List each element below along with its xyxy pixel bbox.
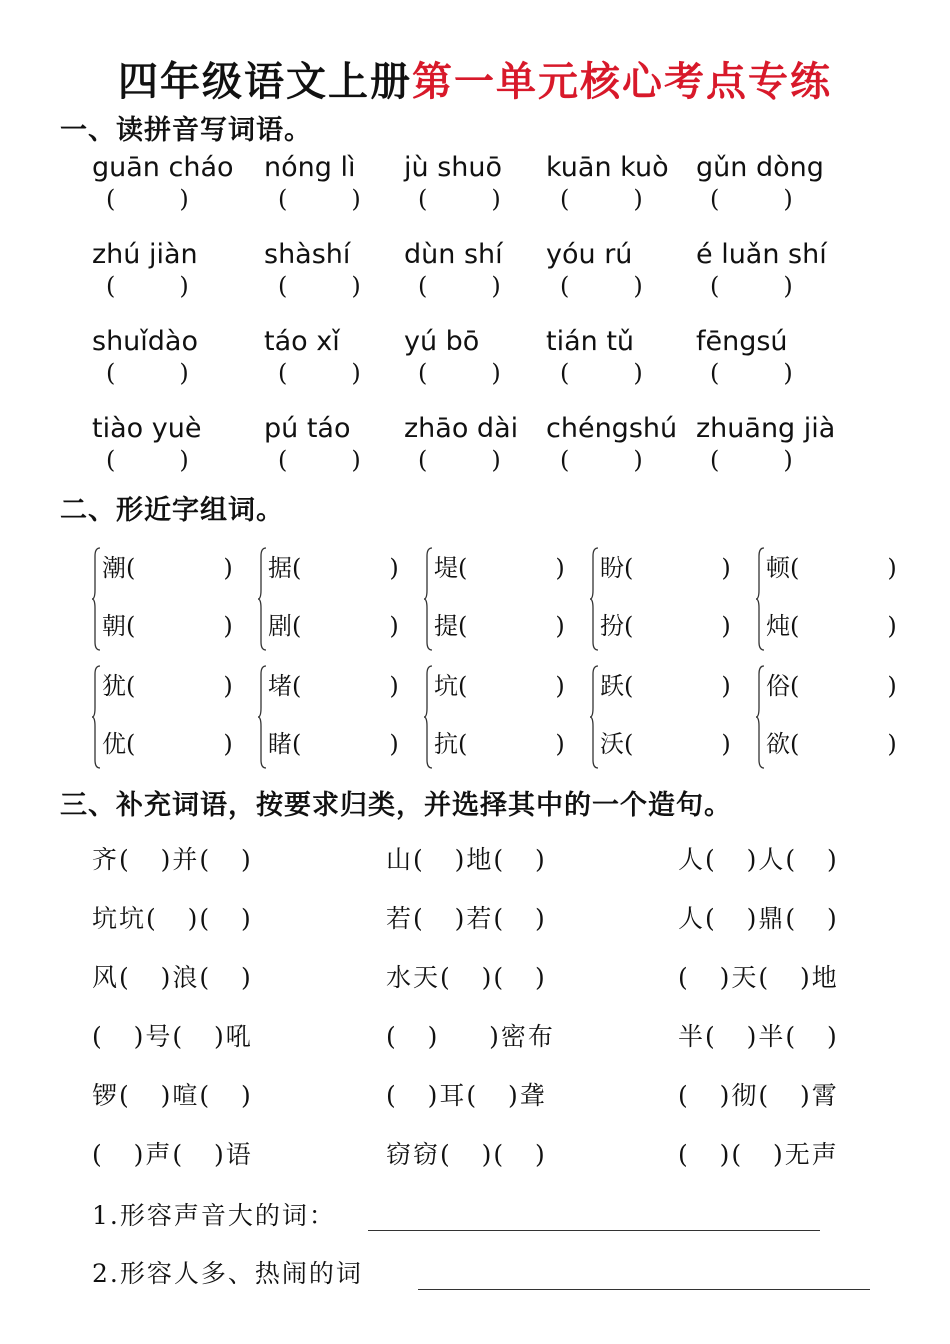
char-pair xyxy=(756,544,916,654)
pinyin-item xyxy=(264,239,414,301)
paren-open: ( xyxy=(418,272,428,300)
brace-icon xyxy=(424,662,434,772)
paren-close: ) xyxy=(179,359,189,387)
paren-open: ( xyxy=(790,612,800,640)
pinyin-text: dùn shí xyxy=(404,239,503,270)
idiom-row xyxy=(92,958,892,998)
paren-open: ( xyxy=(710,272,720,300)
section-1-heading: 一、读拼音写词语。 xyxy=(60,115,312,146)
char-pair xyxy=(92,544,252,654)
idiom-blank[interactable]: ( )声( )语 xyxy=(92,1140,253,1169)
paren-close: ) xyxy=(633,185,643,213)
answer-blank[interactable] xyxy=(696,445,846,475)
question-2: 2.形容人多、热闹的词 xyxy=(92,1259,363,1288)
char-blank[interactable] xyxy=(102,548,233,583)
paren-close: ) xyxy=(389,612,399,640)
paren-close: ) xyxy=(887,730,897,758)
pinyin-text: nóng lì xyxy=(264,152,356,183)
char-blank[interactable] xyxy=(268,606,399,641)
idiom-row xyxy=(92,840,892,880)
paren-close: ) xyxy=(223,612,233,640)
paren-open: ( xyxy=(458,612,468,640)
idiom-blank[interactable]: ( )天( )地 xyxy=(678,963,839,992)
brace-icon xyxy=(756,662,766,772)
brace-icon xyxy=(756,544,766,654)
paren-close: ) xyxy=(389,554,399,582)
paren-open: ( xyxy=(106,359,116,387)
idiom-row xyxy=(92,899,892,939)
pinyin-row xyxy=(92,239,892,309)
paren-close: ) xyxy=(783,446,793,474)
paren-close: ) xyxy=(887,612,897,640)
idiom-blank[interactable]: 坑坑( )( ) xyxy=(92,904,253,933)
paren-open: ( xyxy=(126,672,136,700)
brace-icon xyxy=(424,544,434,654)
base-char: 炖 xyxy=(766,612,790,640)
pinyin-text: kuān kuò xyxy=(546,152,669,183)
brace-icon xyxy=(590,544,600,654)
pinyin-item xyxy=(546,326,696,388)
paren-close: ) xyxy=(783,272,793,300)
pinyin-item xyxy=(264,413,414,475)
answer-blank[interactable] xyxy=(696,358,846,388)
answer-blank[interactable] xyxy=(264,271,414,301)
paren-open: ( xyxy=(790,672,800,700)
idiom-blank[interactable]: 人( )人( ) xyxy=(678,845,839,874)
paren-open: ( xyxy=(126,554,136,582)
paren-close: ) xyxy=(223,672,233,700)
char-blank[interactable] xyxy=(600,606,731,641)
idiom-blank[interactable]: 半( )半( ) xyxy=(678,1022,839,1051)
base-char: 抗 xyxy=(434,730,458,758)
question-1: 1.形容声音大的词： xyxy=(92,1201,336,1230)
paren-close: ) xyxy=(491,359,501,387)
answer-blank[interactable] xyxy=(404,445,554,475)
pinyin-text: pú táo xyxy=(264,413,351,444)
paren-open: ( xyxy=(292,730,302,758)
base-char: 坑 xyxy=(434,672,458,700)
base-char: 堵 xyxy=(268,672,292,700)
brace-icon xyxy=(92,544,102,654)
answer-blank[interactable] xyxy=(92,358,242,388)
paren-close: ) xyxy=(783,185,793,213)
answer-blank[interactable] xyxy=(546,184,696,214)
pinyin-text: fēngsú xyxy=(696,326,788,357)
paren-close: ) xyxy=(491,446,501,474)
pinyin-item xyxy=(696,239,846,301)
paren-close: ) xyxy=(555,612,565,640)
paren-close: ) xyxy=(491,272,501,300)
char-blank[interactable] xyxy=(434,606,565,641)
answer-line-1[interactable] xyxy=(368,1230,820,1231)
base-char: 俗 xyxy=(766,672,790,700)
paren-open: ( xyxy=(560,446,570,474)
pinyin-text: zhú jiàn xyxy=(92,239,198,270)
char-blank[interactable] xyxy=(434,548,565,583)
paren-close: ) xyxy=(721,730,731,758)
paren-close: ) xyxy=(179,185,189,213)
answer-blank[interactable] xyxy=(264,184,414,214)
answer-blank[interactable] xyxy=(546,445,696,475)
answer-blank[interactable] xyxy=(92,271,242,301)
paren-open: ( xyxy=(292,612,302,640)
worksheet-title xyxy=(0,50,950,107)
paren-close: ) xyxy=(351,359,361,387)
paren-close: ) xyxy=(887,672,897,700)
base-char: 优 xyxy=(102,730,126,758)
char-blank[interactable] xyxy=(102,724,233,759)
pinyin-text: zhuāng jià xyxy=(696,413,836,444)
idiom-blank[interactable]: ( )( )无声 xyxy=(678,1140,839,1169)
paren-open: ( xyxy=(126,730,136,758)
pinyin-item xyxy=(546,152,696,214)
base-char: 欲 xyxy=(766,730,790,758)
section-3-heading: 三、补充词语，按要求归类，并选择其中的一个造句。 xyxy=(60,790,732,821)
answer-blank[interactable] xyxy=(92,445,242,475)
pinyin-text: gǔn dòng xyxy=(696,152,824,183)
pinyin-row xyxy=(92,413,892,483)
title-grade: 四年级语文上册 xyxy=(118,58,412,105)
paren-open: ( xyxy=(278,185,288,213)
base-char: 犹 xyxy=(102,672,126,700)
paren-close: ) xyxy=(351,185,361,213)
answer-blank[interactable] xyxy=(404,184,554,214)
base-char: 堤 xyxy=(434,554,458,582)
pinyin-text: shàshí xyxy=(264,239,351,270)
paren-close: ) xyxy=(223,730,233,758)
answer-line-2[interactable] xyxy=(418,1289,870,1290)
paren-open: ( xyxy=(458,554,468,582)
paren-open: ( xyxy=(624,554,634,582)
char-pair xyxy=(424,662,584,772)
paren-close: ) xyxy=(351,272,361,300)
paren-open: ( xyxy=(710,446,720,474)
idiom-blank[interactable]: ( ) )密布 xyxy=(386,1022,555,1051)
base-char: 盼 xyxy=(600,554,624,582)
paren-open: ( xyxy=(458,730,468,758)
paren-open: ( xyxy=(560,272,570,300)
idiom-blank[interactable]: 齐( )并( ) xyxy=(92,845,253,874)
pinyin-item xyxy=(404,326,554,388)
pinyin-text: chéngshú xyxy=(546,413,678,444)
base-char: 潮 xyxy=(102,554,126,582)
answer-blank[interactable] xyxy=(696,184,846,214)
pinyin-item xyxy=(404,152,554,214)
paren-open: ( xyxy=(458,672,468,700)
paren-open: ( xyxy=(710,359,720,387)
base-char: 跃 xyxy=(600,672,624,700)
paren-open: ( xyxy=(418,359,428,387)
paren-close: ) xyxy=(633,446,643,474)
base-char: 顿 xyxy=(766,554,790,582)
char-pair xyxy=(92,662,252,772)
char-blank[interactable] xyxy=(268,666,399,701)
char-pair xyxy=(590,662,750,772)
paren-open: ( xyxy=(790,554,800,582)
answer-blank[interactable] xyxy=(696,271,846,301)
char-pair xyxy=(258,544,418,654)
char-blank[interactable] xyxy=(600,548,731,583)
paren-close: ) xyxy=(555,730,565,758)
brace-icon xyxy=(258,662,268,772)
char-blank[interactable] xyxy=(268,724,399,759)
paren-open: ( xyxy=(292,672,302,700)
idiom-row xyxy=(92,1076,892,1116)
paren-close: ) xyxy=(721,612,731,640)
brace-icon xyxy=(258,544,268,654)
char-blank[interactable] xyxy=(766,606,897,641)
answer-blank[interactable] xyxy=(404,271,554,301)
paren-open: ( xyxy=(106,272,116,300)
idiom-blank[interactable]: ( )号( )吼 xyxy=(92,1022,253,1051)
base-char: 据 xyxy=(268,554,292,582)
pinyin-text: shuǐdào xyxy=(92,326,198,357)
paren-open: ( xyxy=(292,554,302,582)
idiom-blank[interactable]: 若( )若( ) xyxy=(386,904,547,933)
paren-open: ( xyxy=(560,185,570,213)
answer-blank[interactable] xyxy=(264,358,414,388)
char-blank[interactable] xyxy=(102,666,233,701)
paren-close: ) xyxy=(491,185,501,213)
paren-close: ) xyxy=(887,554,897,582)
idiom-row xyxy=(92,1017,892,1057)
pinyin-item xyxy=(696,413,846,475)
pinyin-text: jù shuō xyxy=(404,152,503,183)
pinyin-text: zhāo dài xyxy=(404,413,519,444)
idiom-blank[interactable]: 窃窃( )( ) xyxy=(386,1140,547,1169)
base-char: 沃 xyxy=(600,730,624,758)
paren-open: ( xyxy=(278,272,288,300)
pinyin-item xyxy=(404,413,554,475)
pinyin-item xyxy=(264,152,414,214)
answer-blank[interactable] xyxy=(404,358,554,388)
pinyin-item xyxy=(264,326,414,388)
answer-blank[interactable] xyxy=(546,271,696,301)
paren-open: ( xyxy=(278,359,288,387)
idiom-row xyxy=(92,1135,892,1175)
brace-icon xyxy=(92,662,102,772)
char-pair-row xyxy=(92,544,897,654)
pinyin-item xyxy=(92,413,242,475)
char-blank[interactable] xyxy=(434,724,565,759)
section-2-heading: 二、形近字组词。 xyxy=(60,495,284,526)
base-char: 朝 xyxy=(102,612,126,640)
base-char: 提 xyxy=(434,612,458,640)
char-blank[interactable] xyxy=(600,666,731,701)
base-char: 剧 xyxy=(268,612,292,640)
pinyin-item xyxy=(696,152,846,214)
paren-open: ( xyxy=(106,185,116,213)
idiom-blank[interactable]: ( )彻( )霄 xyxy=(678,1081,839,1110)
char-pair xyxy=(590,544,750,654)
paren-open: ( xyxy=(790,730,800,758)
pinyin-item xyxy=(92,326,242,388)
pinyin-item xyxy=(696,326,846,388)
char-pair xyxy=(756,662,916,772)
answer-blank[interactable] xyxy=(92,184,242,214)
idiom-blank[interactable]: ( )耳( )聋 xyxy=(386,1081,547,1110)
paren-close: ) xyxy=(389,672,399,700)
paren-open: ( xyxy=(624,672,634,700)
paren-close: ) xyxy=(783,359,793,387)
char-blank[interactable] xyxy=(102,606,233,641)
paren-open: ( xyxy=(710,185,720,213)
brace-icon xyxy=(590,662,600,772)
pinyin-text: yú bō xyxy=(404,326,480,357)
idiom-blank[interactable]: 风( )浪( ) xyxy=(92,963,253,992)
paren-close: ) xyxy=(223,554,233,582)
char-pair-row xyxy=(92,662,897,772)
pinyin-text: tián tǔ xyxy=(546,326,635,357)
paren-open: ( xyxy=(418,446,428,474)
paren-open: ( xyxy=(624,612,634,640)
paren-open: ( xyxy=(624,730,634,758)
paren-close: ) xyxy=(351,446,361,474)
paren-close: ) xyxy=(721,554,731,582)
paren-close: ) xyxy=(721,672,731,700)
idiom-blank[interactable]: 山( )地( ) xyxy=(386,845,547,874)
pinyin-row xyxy=(92,152,892,222)
char-blank[interactable] xyxy=(766,724,897,759)
pinyin-item xyxy=(92,152,242,214)
paren-close: ) xyxy=(555,672,565,700)
paren-close: ) xyxy=(179,446,189,474)
pinyin-item xyxy=(546,413,696,475)
paren-close: ) xyxy=(633,359,643,387)
char-blank[interactable] xyxy=(600,724,731,759)
char-blank[interactable] xyxy=(766,548,897,583)
pinyin-text: tiào yuè xyxy=(92,413,202,444)
idiom-blank[interactable]: 锣( )喧( ) xyxy=(92,1081,253,1110)
char-blank[interactable] xyxy=(268,548,399,583)
pinyin-item xyxy=(404,239,554,301)
base-char: 扮 xyxy=(600,612,624,640)
paren-close: ) xyxy=(633,272,643,300)
pinyin-text: guān cháo xyxy=(92,152,234,183)
answer-blank[interactable] xyxy=(546,358,696,388)
base-char: 睹 xyxy=(268,730,292,758)
char-blank[interactable] xyxy=(434,666,565,701)
pinyin-text: táo xǐ xyxy=(264,326,340,357)
pinyin-item xyxy=(546,239,696,301)
idiom-blank[interactable]: 水天( )( ) xyxy=(386,963,547,992)
pinyin-text: é luǎn shí xyxy=(696,239,827,270)
paren-open: ( xyxy=(106,446,116,474)
pinyin-row xyxy=(92,326,892,396)
paren-close: ) xyxy=(179,272,189,300)
paren-open: ( xyxy=(560,359,570,387)
pinyin-text: yóu rú xyxy=(546,239,633,270)
paren-open: ( xyxy=(126,612,136,640)
title-unit: 第一单元核心考点专练 xyxy=(412,58,832,105)
paren-open: ( xyxy=(418,185,428,213)
char-pair xyxy=(424,544,584,654)
idiom-blank[interactable]: 人( )鼎( ) xyxy=(678,904,839,933)
char-blank[interactable] xyxy=(766,666,897,701)
paren-close: ) xyxy=(555,554,565,582)
paren-open: ( xyxy=(278,446,288,474)
answer-blank[interactable] xyxy=(264,445,414,475)
char-pair xyxy=(258,662,418,772)
pinyin-item xyxy=(92,239,242,301)
paren-close: ) xyxy=(389,730,399,758)
